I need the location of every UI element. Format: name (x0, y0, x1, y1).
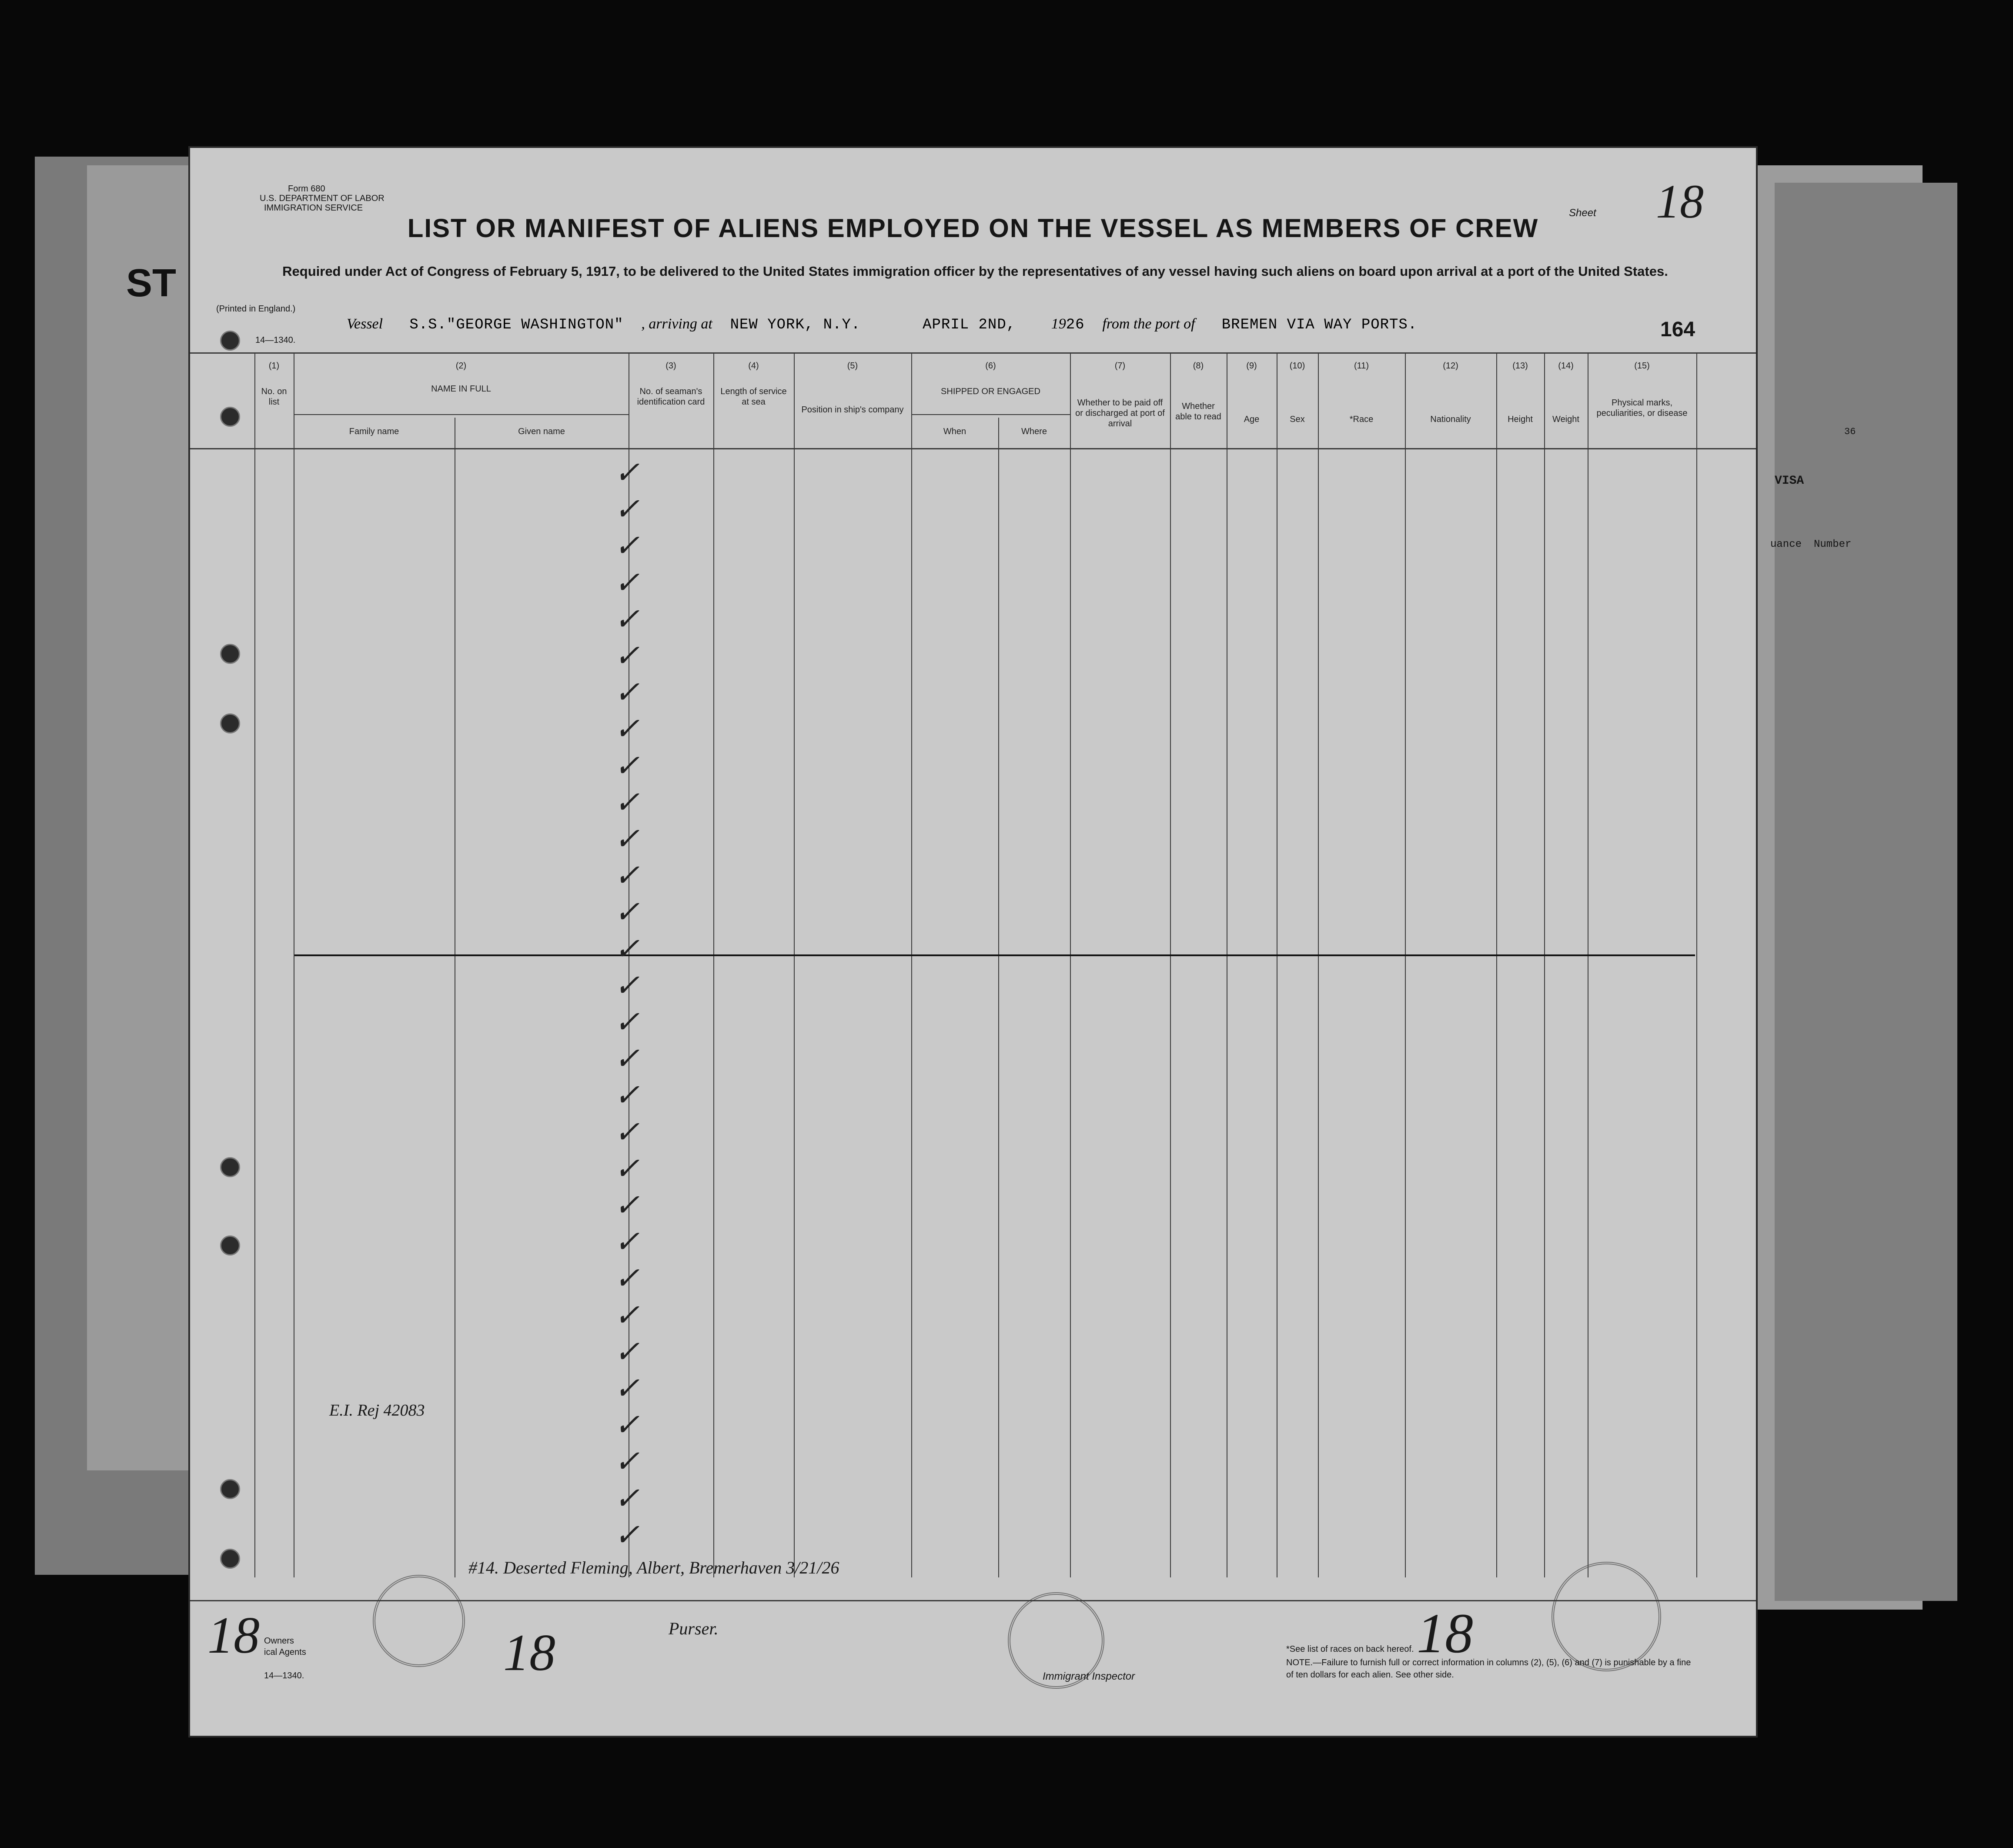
check-mark-icon: ✓ (614, 823, 640, 856)
purser-signature: Purser. (669, 1619, 719, 1638)
manifest-subtitle: Required under Act of Congress of February 5, 1917, to be delivered to the United States immigration officer by the representatives of any vessel having such aliens on board upon arrival at a port of the United States. (282, 264, 1668, 279)
col-able-read-label: Whether able to read (1175, 402, 1221, 422)
check-mark-icon: ✓ (614, 639, 640, 673)
year-prefix: 19 (1051, 316, 1066, 332)
binder-hole (220, 331, 240, 351)
col-length-service-label: Length of service at sea (720, 387, 787, 407)
sheet-label: Sheet (1569, 207, 1596, 219)
printed-note: (Printed in England.) (216, 304, 296, 314)
col-seaman-card-label: No. of seaman's identification card (637, 387, 705, 407)
col-family-name-label: Family name (349, 427, 399, 436)
col-nationality-number: (12) (1443, 361, 1458, 371)
number-heading: Number (1814, 539, 1852, 550)
col-height-number: (13) (1512, 361, 1528, 371)
col-physical-marks-number: (15) (1634, 361, 1650, 371)
check-mark-icon: ✓ (614, 1335, 640, 1369)
manifest-title: LIST OR MANIFEST OF ALIENS EMPLOYED ON THE VESSEL AS MEMBERS OF CREW (407, 214, 1539, 243)
shipped-subhead-rule (911, 414, 1070, 415)
arriving-label: , arriving at (641, 316, 712, 332)
footer-rule (190, 1600, 1756, 1601)
column-rule (254, 352, 255, 1577)
col-race-label: *Race (1349, 415, 1374, 424)
col-able-read-number: (8) (1193, 361, 1204, 371)
col-height-label: Height (1508, 415, 1533, 424)
col-paid-off-number: (7) (1114, 361, 1126, 371)
column-rule (1405, 352, 1406, 1577)
check-mark-icon: ✓ (614, 1372, 640, 1406)
when-where-rule (998, 418, 999, 1577)
check-mark-icon: ✓ (614, 529, 640, 563)
check-mark-icon: ✓ (614, 1409, 640, 1443)
arrival-date: APRIL 2ND, (923, 317, 1016, 333)
check-mark-icon: ✓ (614, 1006, 640, 1039)
col-sex-number: (10) (1289, 361, 1305, 371)
col-name-in-full-number: (2) (455, 361, 467, 371)
col-weight-label: Weight (1552, 415, 1579, 424)
col-no-on-list-label: No. on list (261, 387, 287, 407)
service-line: IMMIGRATION SERVICE (264, 203, 363, 213)
col-sex-label: Sex (1290, 415, 1305, 424)
check-mark-icon: ✓ (614, 1189, 640, 1222)
col-position-label: Position in ship's company (801, 405, 904, 415)
col-where-label: Where (1021, 427, 1047, 436)
check-mark-icon: ✓ (614, 603, 640, 636)
visa-heading: VISA (1775, 474, 1804, 488)
desertion-note: #14. Deserted Fleming, Albert, Bremerhaven 3/21/26 (468, 1558, 839, 1577)
binder-hole (220, 407, 240, 427)
manifest-sheet (190, 148, 1756, 1736)
penalty-note: NOTE.—Failure to furnish full or correct information in columns (2), (5), (6) and (7) is punishable by a fine of ten dollars for each alien. See other side. (1286, 1658, 1691, 1680)
check-mark-icon: ✓ (614, 932, 640, 966)
col-paid-off-label: Whether to be paid off or discharged at port of arrival (1075, 398, 1165, 429)
col-name-in-full-label: NAME IN FULL (431, 384, 491, 394)
col-age-label: Age (1244, 415, 1260, 424)
col-race-number: (11) (1354, 361, 1369, 371)
column-rule (1070, 352, 1071, 1577)
column-rule (1544, 352, 1545, 1577)
check-mark-icon: ✓ (614, 786, 640, 820)
arrival-port: NEW YORK, N.Y. (730, 317, 861, 333)
check-mark-icon: ✓ (614, 1445, 640, 1479)
column-rule (1496, 352, 1497, 1577)
year-suffix: 26 (1066, 317, 1085, 333)
footer-code: 14—1340. (264, 1671, 304, 1681)
binder-hole (220, 1479, 240, 1499)
department-line: U.S. DEPARTMENT OF LABOR (260, 194, 385, 203)
vessel-label: Vessel (347, 316, 383, 332)
consulate-stamp-left (373, 1575, 465, 1667)
handwritten-18-center: 18 (503, 1624, 555, 1681)
binder-hole (220, 713, 240, 733)
col-length-service-number: (4) (748, 361, 759, 371)
check-mark-icon: ✓ (614, 676, 640, 710)
binder-hole (220, 644, 240, 664)
vessel-line (347, 316, 1417, 333)
inspector-label: Immigrant Inspector (1043, 1671, 1135, 1682)
check-mark-icon: ✓ (614, 1079, 640, 1113)
form-code: 14—1340. (255, 335, 296, 345)
col-no-on-list-number: (1) (268, 361, 280, 371)
header-bottom-rule (190, 448, 1756, 449)
left-sheet-heading: ST (126, 261, 177, 305)
column-rule (1318, 352, 1319, 1577)
binder-hole (220, 1235, 240, 1255)
col-physical-marks-label: Physical marks, peculiarities, or disease (1596, 398, 1688, 418)
col-given-name-label: Given name (518, 427, 565, 436)
check-mark-icon: ✓ (614, 1299, 640, 1332)
sheet-number: 18 (1656, 175, 1704, 228)
check-mark-icon: ✓ (614, 859, 640, 893)
col-age-number: (9) (1246, 361, 1257, 371)
col-shipped-engaged-label: SHIPPED OR ENGAGED (941, 387, 1040, 396)
handwritten-18-left: 18 (207, 1606, 260, 1664)
left-back-sheet-inner (87, 165, 200, 1470)
from-port-label: from the port of (1102, 316, 1195, 332)
col-seaman-card-number: (3) (665, 361, 676, 371)
row-14-strike (294, 954, 1695, 956)
binder-hole (220, 1157, 240, 1177)
column-rule (1696, 352, 1697, 1577)
consulate-stamp-right (1552, 1562, 1661, 1671)
column-rule (713, 352, 714, 1577)
column-rule (794, 352, 795, 1577)
check-mark-icon: ✓ (614, 1042, 640, 1076)
check-mark-icon: ✓ (614, 1262, 640, 1296)
col-when-label: When (943, 427, 966, 436)
col-nationality-label: Nationality (1430, 415, 1471, 424)
binder-hole (220, 1549, 240, 1569)
header-top-rule (190, 352, 1756, 354)
right-back-sheet-edge (1775, 183, 1957, 1601)
check-mark-icon: ✓ (614, 969, 640, 1003)
name-subhead-rule (294, 414, 629, 415)
check-mark-icon: ✓ (614, 1482, 640, 1516)
col-shipped-engaged-number: (6) (985, 361, 996, 371)
owners-label: Owners (264, 1636, 294, 1646)
col-position-number: (5) (847, 361, 858, 371)
check-mark-icon: ✓ (614, 896, 640, 930)
check-mark-icon: ✓ (614, 1225, 640, 1259)
col-weight-number: (14) (1558, 361, 1574, 371)
check-mark-icon: ✓ (614, 493, 640, 527)
check-mark-icon: ✓ (614, 713, 640, 747)
races-note: *See list of races on back hereof. (1286, 1644, 1414, 1654)
check-mark-icon: ✓ (614, 456, 640, 490)
ei-reference-note: E.I. Rej 42083 (329, 1401, 425, 1419)
column-rule (911, 352, 912, 1577)
check-mark-icon: ✓ (614, 1152, 640, 1186)
check-mark-icon: ✓ (614, 749, 640, 783)
departure-port: BREMEN VIA WAY PORTS. (1221, 317, 1418, 333)
handwritten-18-right: 18 (1417, 1602, 1473, 1665)
page-number: 164 (1660, 318, 1695, 341)
agents-label: ical Agents (264, 1647, 306, 1657)
form-number: Form 680 (288, 184, 325, 194)
right-col-number: 36 (1844, 426, 1856, 437)
column-rule (1170, 352, 1171, 1577)
check-mark-icon: ✓ (614, 1518, 640, 1552)
issuance-heading: uance (1770, 539, 1802, 550)
vessel-name: S.S."GEORGE WASHINGTON" (409, 317, 624, 333)
check-mark-icon: ✓ (614, 1115, 640, 1149)
check-mark-icon: ✓ (614, 566, 640, 600)
